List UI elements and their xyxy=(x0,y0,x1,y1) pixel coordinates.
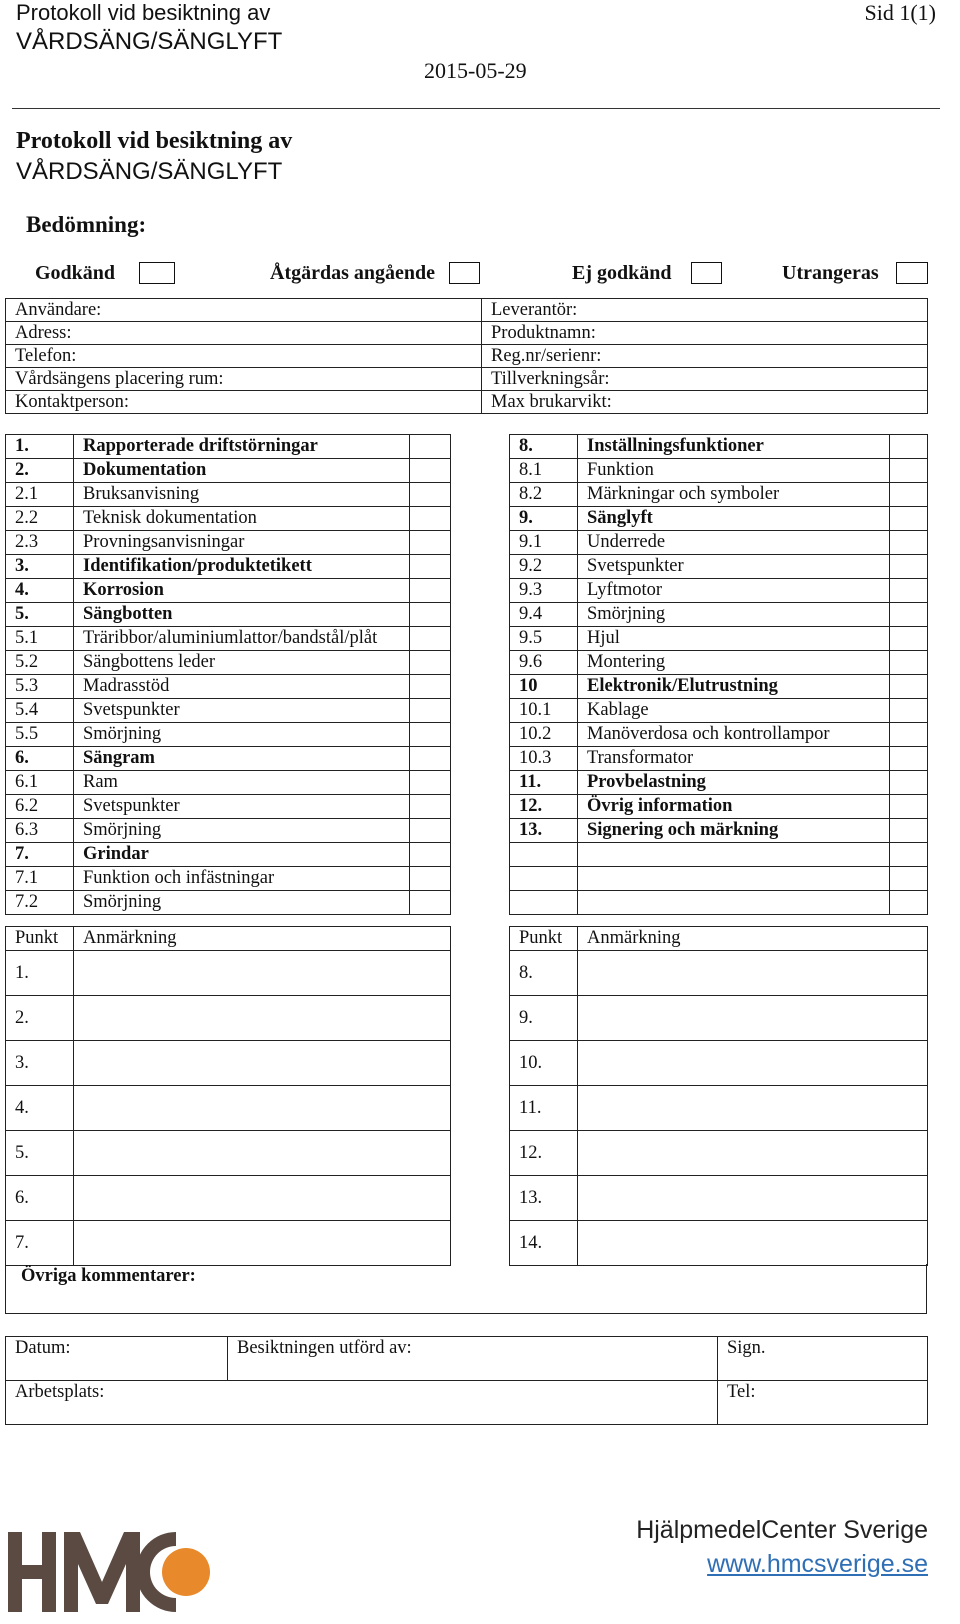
checklist-left-table xyxy=(5,434,451,915)
checklist-number: 9.5 xyxy=(510,627,578,651)
checklist-check-cell[interactable] xyxy=(890,771,928,795)
checklist-row xyxy=(510,891,928,915)
checklist-label: Sängram xyxy=(74,747,410,771)
checklist-label: Lyftmotor xyxy=(578,579,890,603)
checklist-check-cell[interactable] xyxy=(890,651,928,675)
remark-text-cell[interactable] xyxy=(578,1176,928,1221)
checklist-label xyxy=(578,843,890,867)
checklist-label: Smörjning xyxy=(74,819,410,843)
remark-text-cell[interactable] xyxy=(74,1131,451,1176)
checklist-check-cell[interactable] xyxy=(890,579,928,603)
checklist-label: Identifikation/produktetikett xyxy=(74,555,410,579)
remarks-remark-header: Anmärkning xyxy=(578,927,928,951)
remark-text-cell[interactable] xyxy=(74,1086,451,1131)
checklist-check-cell[interactable] xyxy=(410,651,451,675)
remark-row xyxy=(6,1041,451,1086)
remark-row xyxy=(6,951,451,996)
checklist-row xyxy=(510,843,928,867)
tel-field[interactable]: Tel: xyxy=(718,1381,928,1425)
checklist-label: Svetspunkter xyxy=(74,795,410,819)
hmc-logo xyxy=(8,1528,218,1619)
serial-number-field[interactable]: Reg.nr/serienr: xyxy=(482,345,928,368)
checklist-number: 5.4 xyxy=(6,699,74,723)
checklist-check-cell[interactable] xyxy=(410,723,451,747)
remark-text-cell[interactable] xyxy=(578,996,928,1041)
checklist-number: 9.1 xyxy=(510,531,578,555)
checklist-row xyxy=(6,723,451,747)
checklist-row xyxy=(6,675,451,699)
document-subtitle: VÅRDSÄNG/SÄNGLYFT xyxy=(16,158,283,185)
checklist-number: 3. xyxy=(6,555,74,579)
address-field[interactable]: Adress: xyxy=(6,322,482,345)
checklist-row xyxy=(510,819,928,843)
checklist-label: Övrig information xyxy=(578,795,890,819)
checklist-row xyxy=(6,435,451,459)
checklist-check-cell[interactable] xyxy=(890,555,928,579)
checklist-row xyxy=(510,603,928,627)
checklist-row xyxy=(6,507,451,531)
remark-row xyxy=(510,1131,928,1176)
checklist-label: Svetspunkter xyxy=(578,555,890,579)
checklist-number: 8.1 xyxy=(510,459,578,483)
remark-text-cell[interactable] xyxy=(74,1221,451,1266)
checklist-number xyxy=(510,891,578,915)
checklist-row xyxy=(510,795,928,819)
checklist-row xyxy=(6,483,451,507)
remark-row xyxy=(510,1086,928,1131)
checklist-label: Inställningsfunktioner xyxy=(578,435,890,459)
max-user-weight-field[interactable]: Max brukarvikt: xyxy=(482,391,928,414)
other-comments-box[interactable] xyxy=(5,1264,927,1314)
checklist-label: Smörjning xyxy=(74,723,410,747)
checklist-label: Smörjning xyxy=(74,891,410,915)
checklist-check-cell[interactable] xyxy=(890,435,928,459)
checklist-number: 7. xyxy=(6,843,74,867)
checklist-label: Sängbottens leder xyxy=(74,651,410,675)
checklist-check-cell[interactable] xyxy=(890,483,928,507)
checklist-row xyxy=(510,507,928,531)
checklist-number xyxy=(510,867,578,891)
checklist-number: 9.2 xyxy=(510,555,578,579)
checklist-number: 13. xyxy=(510,819,578,843)
remark-point: 3. xyxy=(6,1041,74,1086)
option-atgardas-label: Åtgärdas angående xyxy=(270,262,436,284)
contact-person-field[interactable]: Kontaktperson: xyxy=(6,391,482,414)
page-number: Sid 1(1) xyxy=(864,0,936,25)
checklist-check-cell[interactable] xyxy=(890,843,928,867)
checklist-row xyxy=(510,627,928,651)
checklist-check-cell[interactable] xyxy=(890,627,928,651)
checklist-row xyxy=(6,795,451,819)
checklist-number: 9.3 xyxy=(510,579,578,603)
checklist-row xyxy=(510,675,928,699)
document-date: 2015-05-29 xyxy=(424,58,527,83)
remark-row xyxy=(510,1221,928,1266)
checklist-check-cell[interactable] xyxy=(410,507,451,531)
checklist-check-cell[interactable] xyxy=(890,507,928,531)
remarks-point-header: Punkt xyxy=(510,927,578,951)
checklist-row xyxy=(6,531,451,555)
checklist-label: Transformator xyxy=(578,747,890,771)
checklist-row xyxy=(510,555,928,579)
header-title-line1: Protokoll vid besiktning av xyxy=(16,0,271,25)
remark-row xyxy=(510,996,928,1041)
checklist-number: 6. xyxy=(6,747,74,771)
remark-row xyxy=(510,1176,928,1221)
checklist-number: 9.6 xyxy=(510,651,578,675)
checklist-label: Rapporterade driftstörningar xyxy=(74,435,410,459)
option-atgardas-checkbox[interactable] xyxy=(449,262,480,284)
checklist-row xyxy=(6,843,451,867)
remark-text-cell[interactable] xyxy=(578,1086,928,1131)
checklist-label: Bruksanvisning xyxy=(74,483,410,507)
option-godkand-label: Godkänd xyxy=(35,262,116,284)
checklist-label: Smörjning xyxy=(578,603,890,627)
checklist-check-cell[interactable] xyxy=(890,699,928,723)
checklist-label: Signering och märkning xyxy=(578,819,890,843)
checklist-row xyxy=(6,819,451,843)
checklist-check-cell[interactable] xyxy=(410,555,451,579)
checklist-check-cell[interactable] xyxy=(890,603,928,627)
checklist-row xyxy=(6,747,451,771)
remark-point: 11. xyxy=(510,1086,578,1131)
checklist-row xyxy=(510,747,928,771)
option-utrangeras-checkbox[interactable] xyxy=(896,262,928,284)
checklist-label: Provningsanvisningar xyxy=(74,531,410,555)
checklist-row xyxy=(6,579,451,603)
checklist-number: 9.4 xyxy=(510,603,578,627)
checklist-number: 2.3 xyxy=(6,531,74,555)
checklist-number: 6.1 xyxy=(6,771,74,795)
checklist-number: 10.1 xyxy=(510,699,578,723)
remark-row xyxy=(510,951,928,996)
organization-link[interactable]: www.hmcsverige.se xyxy=(707,1550,928,1578)
remarks-point-header: Punkt xyxy=(6,927,74,951)
checklist-label xyxy=(578,867,890,891)
checklist-row xyxy=(510,579,928,603)
remark-text-cell[interactable] xyxy=(74,996,451,1041)
option-godkand-checkbox[interactable] xyxy=(139,262,175,284)
remark-row xyxy=(6,1221,451,1266)
checklist-label xyxy=(578,891,890,915)
product-name-field[interactable]: Produktnamn: xyxy=(482,322,928,345)
checklist-number: 8. xyxy=(510,435,578,459)
remark-text-cell[interactable] xyxy=(74,951,451,996)
checklist-row xyxy=(510,699,928,723)
bed-location-field[interactable]: Vårdsängens placering rum: xyxy=(6,368,482,391)
checklist-check-cell[interactable] xyxy=(410,459,451,483)
remark-text-cell[interactable] xyxy=(578,1221,928,1266)
checklist-label: Kablage xyxy=(578,699,890,723)
checklist-number: 10.2 xyxy=(510,723,578,747)
checklist-label: Teknisk dokumentation xyxy=(74,507,410,531)
checklist-number: 6.3 xyxy=(6,819,74,843)
checklist-number xyxy=(510,843,578,867)
checklist-row xyxy=(6,891,451,915)
checklist-number: 5.2 xyxy=(6,651,74,675)
checklist-right-table xyxy=(509,434,928,915)
checklist-label: Provbelastning xyxy=(578,771,890,795)
checklist-number: 8.2 xyxy=(510,483,578,507)
checklist-row xyxy=(6,603,451,627)
checklist-label: Funktion och infästningar xyxy=(74,867,410,891)
checklist-check-cell[interactable] xyxy=(410,747,451,771)
remark-text-cell[interactable] xyxy=(578,1131,928,1176)
checklist-label: Märkningar och symboler xyxy=(578,483,890,507)
signature-table xyxy=(5,1336,928,1425)
checklist-check-cell[interactable] xyxy=(890,675,928,699)
checklist-number: 10.3 xyxy=(510,747,578,771)
remark-point: 9. xyxy=(510,996,578,1041)
checklist-label: Sängbotten xyxy=(74,603,410,627)
remark-point: 7. xyxy=(6,1221,74,1266)
checklist-row xyxy=(6,867,451,891)
checklist-check-cell[interactable] xyxy=(410,795,451,819)
remarks-remark-header: Anmärkning xyxy=(74,927,451,951)
checklist-label: Elektronik/Elutrustning xyxy=(578,675,890,699)
checklist-check-cell[interactable] xyxy=(410,891,451,915)
remark-text-cell[interactable] xyxy=(74,1176,451,1221)
user-field[interactable]: Användare: xyxy=(6,299,482,322)
checklist-label: Dokumentation xyxy=(74,459,410,483)
header-divider xyxy=(12,108,940,109)
checklist-number: 9. xyxy=(510,507,578,531)
remark-text-cell[interactable] xyxy=(578,1041,928,1086)
checklist-row xyxy=(6,771,451,795)
checklist-label: Träribbor/aluminiumlattor/bandstål/plåt xyxy=(74,627,410,651)
checklist-row xyxy=(6,459,451,483)
remark-point: 6. xyxy=(6,1176,74,1221)
remark-point: 5. xyxy=(6,1131,74,1176)
checklist-label: Manöverdosa och kontrollampor xyxy=(578,723,890,747)
checklist-row xyxy=(510,531,928,555)
workplace-field[interactable]: Arbetsplats: xyxy=(6,1381,718,1425)
checklist-check-cell[interactable] xyxy=(890,723,928,747)
checklist-label: Hjul xyxy=(578,627,890,651)
checklist-check-cell[interactable] xyxy=(410,603,451,627)
remark-text-cell[interactable] xyxy=(578,951,928,996)
checklist-row xyxy=(6,651,451,675)
organization-name: HjälpmedelCenter Sverige xyxy=(636,1516,928,1544)
checklist-row xyxy=(6,699,451,723)
remark-row xyxy=(6,1086,451,1131)
checklist-label: Svetspunkter xyxy=(74,699,410,723)
checklist-number: 2.2 xyxy=(6,507,74,531)
checklist-number: 7.2 xyxy=(6,891,74,915)
checklist-row xyxy=(510,651,928,675)
checklist-check-cell[interactable] xyxy=(410,771,451,795)
checklist-label: Funktion xyxy=(578,459,890,483)
checklist-number: 5.3 xyxy=(6,675,74,699)
remark-point: 8. xyxy=(510,951,578,996)
remarks-right-table xyxy=(509,926,928,1266)
remark-point: 14. xyxy=(510,1221,578,1266)
supplier-field[interactable]: Leverantör: xyxy=(482,299,928,322)
checklist-number: 11. xyxy=(510,771,578,795)
checklist-check-cell[interactable] xyxy=(410,627,451,651)
checklist-number: 7.1 xyxy=(6,867,74,891)
checklist-check-cell[interactable] xyxy=(890,747,928,771)
remark-text-cell[interactable] xyxy=(74,1041,451,1086)
checklist-check-cell[interactable] xyxy=(410,843,451,867)
checklist-check-cell[interactable] xyxy=(890,795,928,819)
option-ej-godkand-checkbox[interactable] xyxy=(691,262,722,284)
date-field[interactable]: Datum: xyxy=(6,1337,228,1381)
remark-point: 10. xyxy=(510,1041,578,1086)
checklist-check-cell[interactable] xyxy=(410,435,451,459)
remark-row xyxy=(6,1176,451,1221)
checklist-row xyxy=(510,483,928,507)
header-title-line2: VÅRDSÄNG/SÄNGLYFT xyxy=(16,28,283,55)
checklist-row xyxy=(510,771,928,795)
info-table xyxy=(5,298,928,414)
checklist-number: 2.1 xyxy=(6,483,74,507)
option-utrangeras-label: Utrangeras xyxy=(782,262,879,284)
remark-row xyxy=(510,1041,928,1086)
checklist-label: Ram xyxy=(74,771,410,795)
remark-point: 13. xyxy=(510,1176,578,1221)
checklist-check-cell[interactable] xyxy=(410,819,451,843)
checklist-row xyxy=(510,435,928,459)
checklist-label: Madrasstöd xyxy=(74,675,410,699)
manufacture-year-field[interactable]: Tillverkningsår: xyxy=(482,368,928,391)
checklist-check-cell[interactable] xyxy=(410,531,451,555)
checklist-check-cell[interactable] xyxy=(410,483,451,507)
checklist-check-cell[interactable] xyxy=(890,891,928,915)
checklist-check-cell[interactable] xyxy=(890,459,928,483)
performed-by-field[interactable]: Besiktningen utförd av: xyxy=(228,1337,718,1381)
checklist-number: 5. xyxy=(6,603,74,627)
checklist-number: 5.1 xyxy=(6,627,74,651)
checklist-row xyxy=(510,459,928,483)
checklist-label: Grindar xyxy=(74,843,410,867)
checklist-check-cell[interactable] xyxy=(410,867,451,891)
checklist-check-cell[interactable] xyxy=(890,531,928,555)
checklist-number: 2. xyxy=(6,459,74,483)
phone-field[interactable]: Telefon: xyxy=(6,345,482,368)
remark-point: 4. xyxy=(6,1086,74,1131)
checklist-check-cell[interactable] xyxy=(890,867,928,891)
checklist-label: Montering xyxy=(578,651,890,675)
remark-point: 1. xyxy=(6,951,74,996)
checklist-number: 5.5 xyxy=(6,723,74,747)
checklist-number: 10 xyxy=(510,675,578,699)
checklist-row xyxy=(510,867,928,891)
remark-point: 12. xyxy=(510,1131,578,1176)
checklist-number: 12. xyxy=(510,795,578,819)
checklist-number: 1. xyxy=(6,435,74,459)
assessment-heading: Bedömning: xyxy=(26,212,147,237)
option-ej-godkand-label: Ej godkänd xyxy=(572,262,672,284)
remark-row xyxy=(6,1131,451,1176)
checklist-check-cell[interactable] xyxy=(410,675,451,699)
checklist-number: 6.2 xyxy=(6,795,74,819)
checklist-label: Underrede xyxy=(578,531,890,555)
checklist-label: Korrosion xyxy=(74,579,410,603)
sign-field[interactable]: Sign. xyxy=(718,1337,928,1381)
checklist-check-cell[interactable] xyxy=(410,699,451,723)
checklist-number: 4. xyxy=(6,579,74,603)
remark-point: 2. xyxy=(6,996,74,1041)
checklist-check-cell[interactable] xyxy=(890,819,928,843)
remark-row xyxy=(6,996,451,1041)
checklist-label: Sänglyft xyxy=(578,507,890,531)
remarks-left-table xyxy=(5,926,451,1266)
checklist-check-cell[interactable] xyxy=(410,579,451,603)
checklist-row xyxy=(6,627,451,651)
checklist-row xyxy=(6,555,451,579)
checklist-row xyxy=(510,723,928,747)
document-title: Protokoll vid besiktning av xyxy=(16,128,293,154)
other-comments-label: Övriga kommentarer: xyxy=(21,1266,196,1286)
